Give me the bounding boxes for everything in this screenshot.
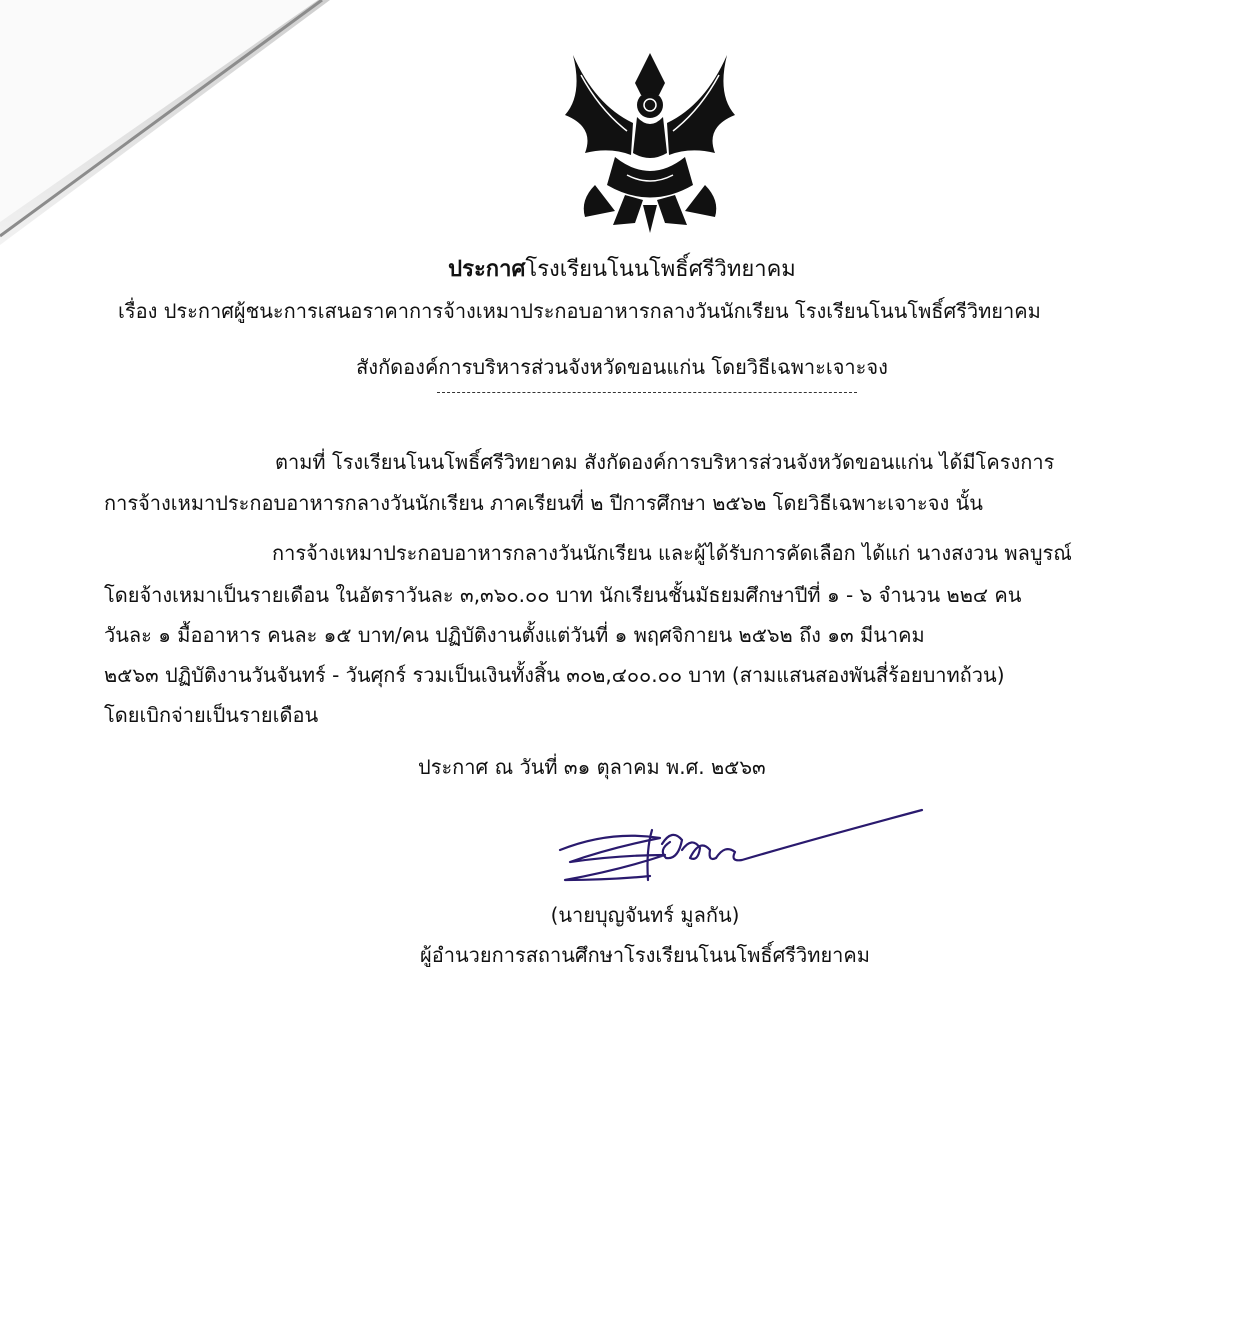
paragraph-1-line-2: การจ้างเหมาประกอบอาหารกลางวันนักเรียน ภาคเรียนที่ ๒ ปีการศึกษา ๒๕๖๒ โดยวิธีเฉพาะเจาะจง นั้น xyxy=(104,491,983,515)
announcement-title-bold: ประกาศ xyxy=(448,257,526,282)
garuda-emblem-icon xyxy=(555,35,745,235)
announcement-title-school: โรงเรียนโนนโพธิ์ศรีวิทยาคม xyxy=(525,257,796,282)
paragraph-2-line-5: โดยเบิกจ่ายเป็นรายเดือน xyxy=(104,703,319,727)
paragraph-2-line-4: ๒๕๖๓ ปฏิบัติงานวันจันทร์ - วันศุกร์ รวมเป็นเงินทั้งสิ้น ๓๐๒,๔๐๐.๐๐ บาท (สามแสนสองพันสี่ร้อยบาทถ้วน) xyxy=(104,663,1005,687)
paragraph-1-line-1: ตามที่ โรงเรียนโนนโพธิ์ศรีวิทยาคม สังกัดองค์การบริหารส่วนจังหวัดขอนแก่น ได้มีโครงการ xyxy=(275,450,1055,474)
handwritten-signature xyxy=(550,800,930,900)
signatory-name: (นายบุญจันทร์ มูลกัน) xyxy=(550,903,740,927)
paragraph-2-line-2: โดยจ้างเหมาเป็นรายเดือน ในอัตราวันละ ๓,๓๖๐.๐๐ บาท นักเรียนชั้นมัธยมศึกษาปีที่ ๑ - ๖ จำนวน ๒๒๔ คน xyxy=(104,583,1022,607)
paragraph-2-line-1: การจ้างเหมาประกอบอาหารกลางวันนักเรียน และผู้ได้รับการคัดเลือก ได้แก่ นางสงวน พลบูรณ์ xyxy=(272,541,1072,565)
subject-line-2: สังกัดองค์การบริหารส่วนจังหวัดขอนแก่น โดยวิธีเฉพาะเจาะจง xyxy=(356,355,888,379)
announcement-title xyxy=(0,255,1244,285)
signatory-position: ผู้อำนวยการสถานศึกษาโรงเรียนโนนโพธิ์ศรีวิทยาคม xyxy=(420,943,870,967)
announcement-date: ประกาศ ณ วันที่ ๓๑ ตุลาคม พ.ศ. ๒๕๖๓ xyxy=(418,755,766,779)
paragraph-2-line-3: วันละ ๑ มื้ออาหาร คนละ ๑๕ บาท/คน ปฏิบัติงานตั้งแต่วันที่ ๑ พฤศจิกายน ๒๕๖๒ ถึง ๑๓ มีนาคม xyxy=(104,623,925,647)
dashed-divider xyxy=(437,392,857,393)
subject-line-1: เรื่อง ประกาศผู้ชนะการเสนอราคาการจ้างเหมาประกอบอาหารกลางวันนักเรียน โรงเรียนโนนโพธิ์ศรีวิทยาคม xyxy=(118,299,1041,323)
